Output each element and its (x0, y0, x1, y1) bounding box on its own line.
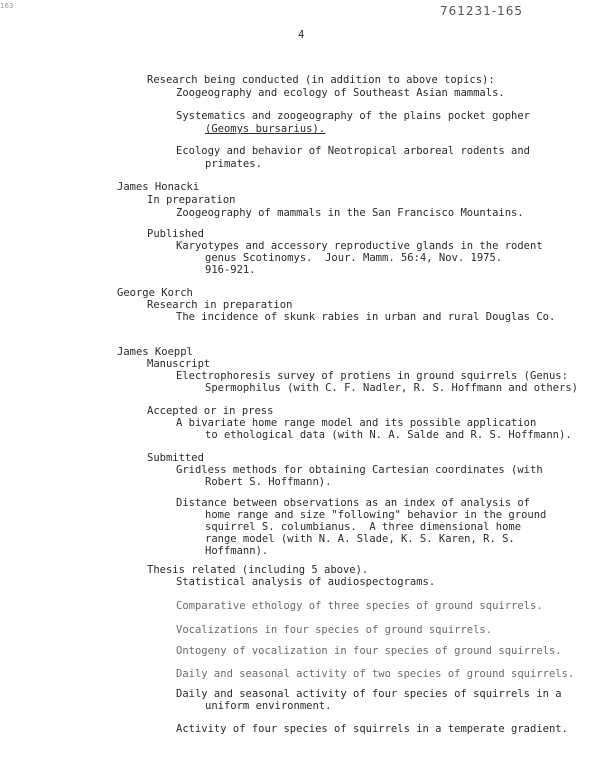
entry-line: range model (with N. A. Slade, K. S. Karen, R. S. (205, 533, 515, 545)
entry-line: genus Scotinomys. Jour. Mamm. 56:4, Nov. 1975. (205, 252, 503, 264)
section-label: Accepted or in press (147, 405, 274, 417)
section-label: In preparation (147, 194, 236, 206)
section-label: Research in preparation (147, 299, 293, 311)
person-name: George Korch (117, 287, 193, 299)
entry-line: to ethological data (with N. A. Salde and R. S. Hoffmann). (205, 429, 572, 441)
entry-line: Distance between observations as an index of analysis of (176, 497, 531, 509)
thesis-item: Statistical analysis of audiospectograms. (176, 576, 436, 588)
document-id: 761231-165 (440, 4, 524, 18)
entry-line: Karyotypes and accessory reproductive glands in the rodent (176, 240, 543, 252)
research-item: Ecology and behavior of Neotropical arboreal rodents and (176, 145, 531, 157)
entry-line: home range and size "following" behavior in the ground (205, 509, 547, 521)
entry-line: Zoogeography of mammals in the San Francisco Mountains. (176, 207, 524, 219)
entry-line: The incidence of skunk rabies in urban and rural Douglas Co. (176, 311, 556, 323)
research-item-cont: primates. (205, 158, 262, 170)
research-item: Systematics and zoogeography of the plains pocket gopher (176, 110, 531, 122)
person-name: James Koeppl (117, 346, 193, 358)
thesis-item: Vocalizations in four species of ground squirrels. (176, 624, 493, 636)
entry-line: Electrophoresis survey of protiens in ground squirrels (Genus: (176, 370, 568, 382)
corner-mark: 163 (0, 2, 14, 10)
entry-line: squirrel S. columbianus. A three dimensional home (205, 521, 522, 533)
thesis-item-cont: uniform environment. (205, 700, 332, 712)
thesis-item: Comparative ethology of three species of ground squirrels. (176, 600, 543, 612)
thesis-item: Ontogeny of vocalization in four species of ground squirrels. (176, 645, 562, 657)
entry-line: A bivariate home range model and its possible application (176, 417, 537, 429)
section-label: Submitted (147, 452, 204, 464)
species-name: (Geomys bursarius). (205, 123, 326, 135)
entry-line: Gridless methods for obtaining Cartesian coordinates (with (176, 464, 543, 476)
thesis-item: Daily and seasonal activity of four species of squirrels in a (176, 688, 562, 700)
section-label: Thesis related (including 5 above). (147, 564, 369, 576)
research-item: Zoogeography and ecology of Southeast Asian mammals. (176, 87, 505, 99)
entry-line: Hoffmann). (205, 545, 269, 557)
page-number: 4 (298, 29, 305, 41)
person-name: James Honacki (117, 181, 200, 193)
section-label: Manuscript (147, 358, 211, 370)
section-label: Published (147, 228, 204, 240)
research-heading: Research being conducted (in addition to above topics): (147, 74, 495, 86)
entry-line: Spermophilus (with C. F. Nadler, R. S. Hoffmann and others) (205, 382, 578, 394)
entry-line: Robert S. Hoffmann). (205, 476, 332, 488)
entry-line: 916-921. (205, 264, 256, 276)
thesis-item: Daily and seasonal activity of two species of ground squirrels. (176, 668, 575, 680)
thesis-item: Activity of four species of squirrels in a temperate gradient. (176, 723, 568, 735)
